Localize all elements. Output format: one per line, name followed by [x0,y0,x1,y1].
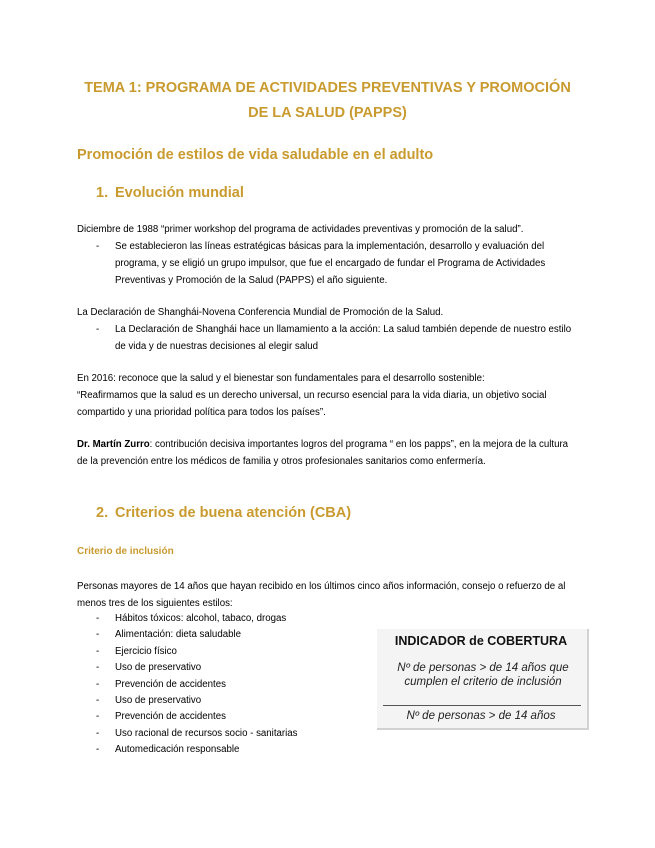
list-item [77,742,377,758]
section-2-number: 2. [96,505,109,521]
indicator-title: INDICADOR de COBERTURA [394,634,568,648]
list-item [77,627,377,643]
section-2-title: Criterios de buena atención (CBA) [115,505,352,521]
list-item-text: Uso de preservativo [115,695,202,707]
paragraph-1988 [77,221,577,289]
section-1-title: Evolución mundial [115,185,244,201]
list-item [77,644,377,660]
bullet-1988 [77,238,577,289]
section-1-heading [96,185,244,201]
section-1-number: 1. [96,185,109,201]
title-line-1: TEMA 1: PROGRAMA DE ACTIVIDADES PREVENTIVAS Y PROMOCIÓN [84,80,571,96]
bullet-dash: - [96,744,100,756]
list-item-text: Uso de preservativo [115,662,202,674]
coverage-indicator-box [377,629,589,730]
bullet-1988-text: Se establecieron las líneas estratégicas básicas para la implementación, desarrollo y evaluación del programa, y se eligió un grupo impulsor, que fue el encargado de fundar el Programa de Actividades Preventivas y Promoción de la Salud (PAPPS) el año siguiente. [115,241,546,286]
list-item [77,660,377,676]
bullet-dash: - [96,629,100,641]
bullet-dash: - [96,662,100,674]
section-2-heading [96,505,351,521]
bullet-dash: - [96,727,100,739]
paragraph-shanghai-text: La Declaración de Shanghái-Novena Conferencia Mundial de Promoción de la Salud. [77,307,444,318]
bullet-dash: - [96,678,100,690]
bullet-shanghai [77,321,577,355]
title-line-2: DE LA SALUD (PAPPS) [248,105,407,121]
paragraph-criteria: Personas mayores de 14 años que hayan recibido en los últimos cinco años información, consejo o refuerzo de al menos tres de los siguientes estilos: [77,581,566,609]
bullet-dash: - [96,613,100,624]
list-item [77,677,377,693]
bullet-dash: - [96,324,100,335]
bullet-dash: - [96,695,100,707]
indicator-numerator: Nº de personas > de 14 años que cumplen el criterio de inclusión [397,662,569,688]
list-item [77,709,377,725]
criterio-heading: Criterio de inclusión [77,546,174,557]
document-title [60,76,595,126]
list-item [77,611,377,627]
paragraph-zurro [77,436,577,470]
list-item [77,693,377,709]
fraction-line [383,705,581,706]
bullet-dash: - [96,241,100,252]
list-item-text: Automedicación responsable [115,744,240,756]
paragraph-2016-line-1: En 2016: reconoce que la salud y el bienestar son fundamentales para el desarrollo sostenible: [77,373,485,384]
list-item-text: Prevención de accidentes [115,678,226,690]
paragraph-2016 [77,370,577,421]
paragraph-shanghai [77,304,577,355]
list-item-text: Hábitos tóxicos: alcohol, tabaco, drogas [115,613,287,624]
zurro-name: Dr. Martín Zurro [77,439,150,450]
bullet-dash: - [96,645,100,657]
bullet-dash: - [96,711,100,723]
paragraph-1988-text: Diciembre de 1988 “primer workshop del programa de actividades preventivas y promoción de la salud”. [77,224,524,235]
list-item [77,726,377,742]
list-item-text: Alimentación: dieta saludable [115,629,242,641]
bullet-shanghai-text: La Declaración de Shanghái hace un llamamiento a la acción: La salud también depende de nuestro estilo de vida y de nuestras decisiones al elegir salud [115,324,572,352]
subtitle: Promoción de estilos de vida saludable en el adulto [77,147,434,163]
zurro-text: : contribución decisiva importantes logros del programa “ en los papps”, en la mejora de la cultura de la prevención entre los médicos de familia y otros profesionales sanitarios como enfermería. [77,439,569,467]
indicator-denominator: Nº de personas > de 14 años [406,710,556,722]
styles-list [77,611,377,759]
list-item-text: Ejercicio físico [115,645,177,657]
list-item-text: Uso racional de recursos socio - sanitarias [115,727,298,739]
list-item-text: Prevención de accidentes [115,711,226,723]
paragraph-2016-line-2: “Reafirmamos que la salud es un derecho universal, un recurso esencial para la vida diaria, un objetivo social compartido y una prioridad política para todos los países”. [77,390,547,418]
